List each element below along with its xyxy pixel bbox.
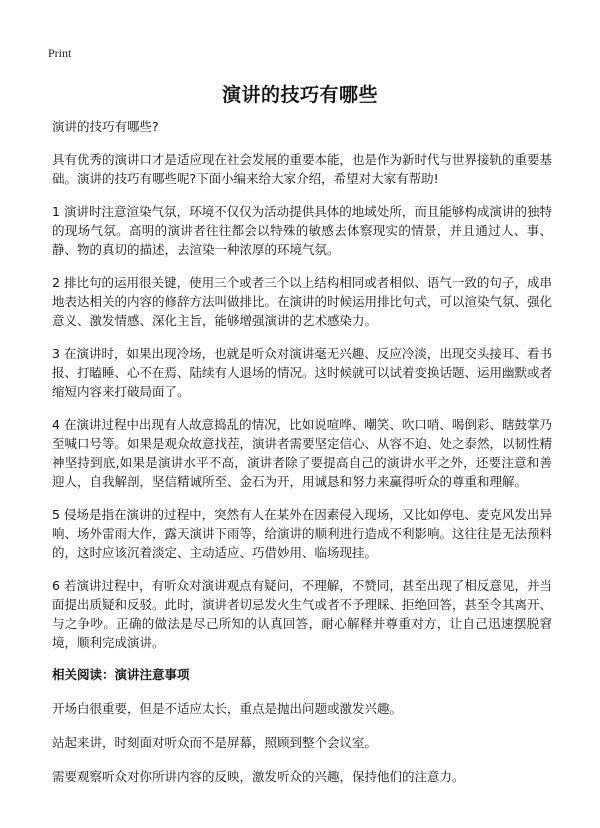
related-tip-2: 站起来讲，时刻面对听众而不是屏幕，照顾到整个会议室。: [52, 735, 378, 750]
tip-paragraph-1: 1 演讲时注意渲染气氛，环境不仅仅为活动提供具体的地域处所，而且能够构成演讲的独特的现场气氛。高明的演讲者往往都会以特殊的敏感去体察现实的情景，并且通过人、事、静、物的真切的描述，去渲染一种浓厚的环境气氛。: [52, 204, 552, 257]
intro-question: 演讲的技巧有哪些?: [52, 119, 159, 134]
tip-paragraph-5: 5 侵场是指在演讲的过程中，突然有人在某外在因素侵入现场，又比如停电、麦克风发出异响、场外雷雨大作，露天演讲下雨等，给演讲的顺利进行造成不利影响。这往往是无法预料的，这时应该沉着淡定、主动适应、巧借妙用、临场现挂。: [52, 507, 553, 560]
print-link[interactable]: Print: [48, 46, 72, 60]
article-body: [52, 118, 552, 802]
page-title: 演讲的技巧有哪些: [221, 84, 378, 106]
tip-paragraph-4: 4 在演讲过程中出现有人故意捣乱的情况，比如说喧哗、嘲笑、吹口哨、喝倒彩、瞎鼓掌乃至喊口号等。如果是观众故意找茬，演讲者需要坚定信心、从容不迫、处之泰然，以韧性精神坚持到底,如果是演讲水平不高，演讲者除了要提高自己的演讲水平之外，还要注意和善迎人，自我解剖，坚信精诚所至、金石为开，用诚恳和努力来赢得听众的尊重和理解。: [52, 417, 553, 489]
related-reading-heading: 相关阅读：演讲注意事项: [52, 667, 190, 682]
tip-paragraph-6: 6 若演讲过程中，有听众对演讲观点有疑问，不理解，不赞同，甚至出现了相反意见，并当面提出质疑和反驳。此时，演讲者切忌发火生气或者不予理睬、拒绝回答，甚至令其离开、与之争吵。正确的做法是尽己所知的认真回答，耐心解释并尊重对方，让自己迅速摆脱窘境，顺利完成演讲。: [52, 578, 553, 650]
related-tip-3: 需要观察听众对你所讲内容的反映，激发听众的兴趣，保持他们的注意力。: [52, 769, 465, 784]
tip-paragraph-2: 2 排比句的运用很关键，使用三个或者三个以上结构相同或者相似、语气一致的句子，成串地表达相关的内容的修辞方法叫做排比。在演讲的时候运用排比句式，可以渲染气氛、强化意义、激发情感、深化主旨，能够增强演讲的艺术感染力。: [52, 275, 553, 328]
tip-paragraph-3: 3 在演讲时，如果出现冷场，也就是听众对演讲毫无兴趣、反应冷淡，出现交头接耳、看书报、打瞌睡、心不在焉、陆续有人退场的情况。这时候就可以试着变换话题、运用幽默或者缩短内容来打破局面了。: [52, 346, 553, 399]
intro-paragraph: 具有优秀的演讲口才是适应现在社会发展的重要本能，也是作为新时代与世界接轨的重要基础。演讲的技巧有哪些呢?下面小编来给大家介绍，希望对大家有帮助!: [52, 152, 553, 186]
related-tip-1: 开场白很重要，但是不适应太长，重点是抛出问题或激发兴趣。: [52, 701, 403, 716]
